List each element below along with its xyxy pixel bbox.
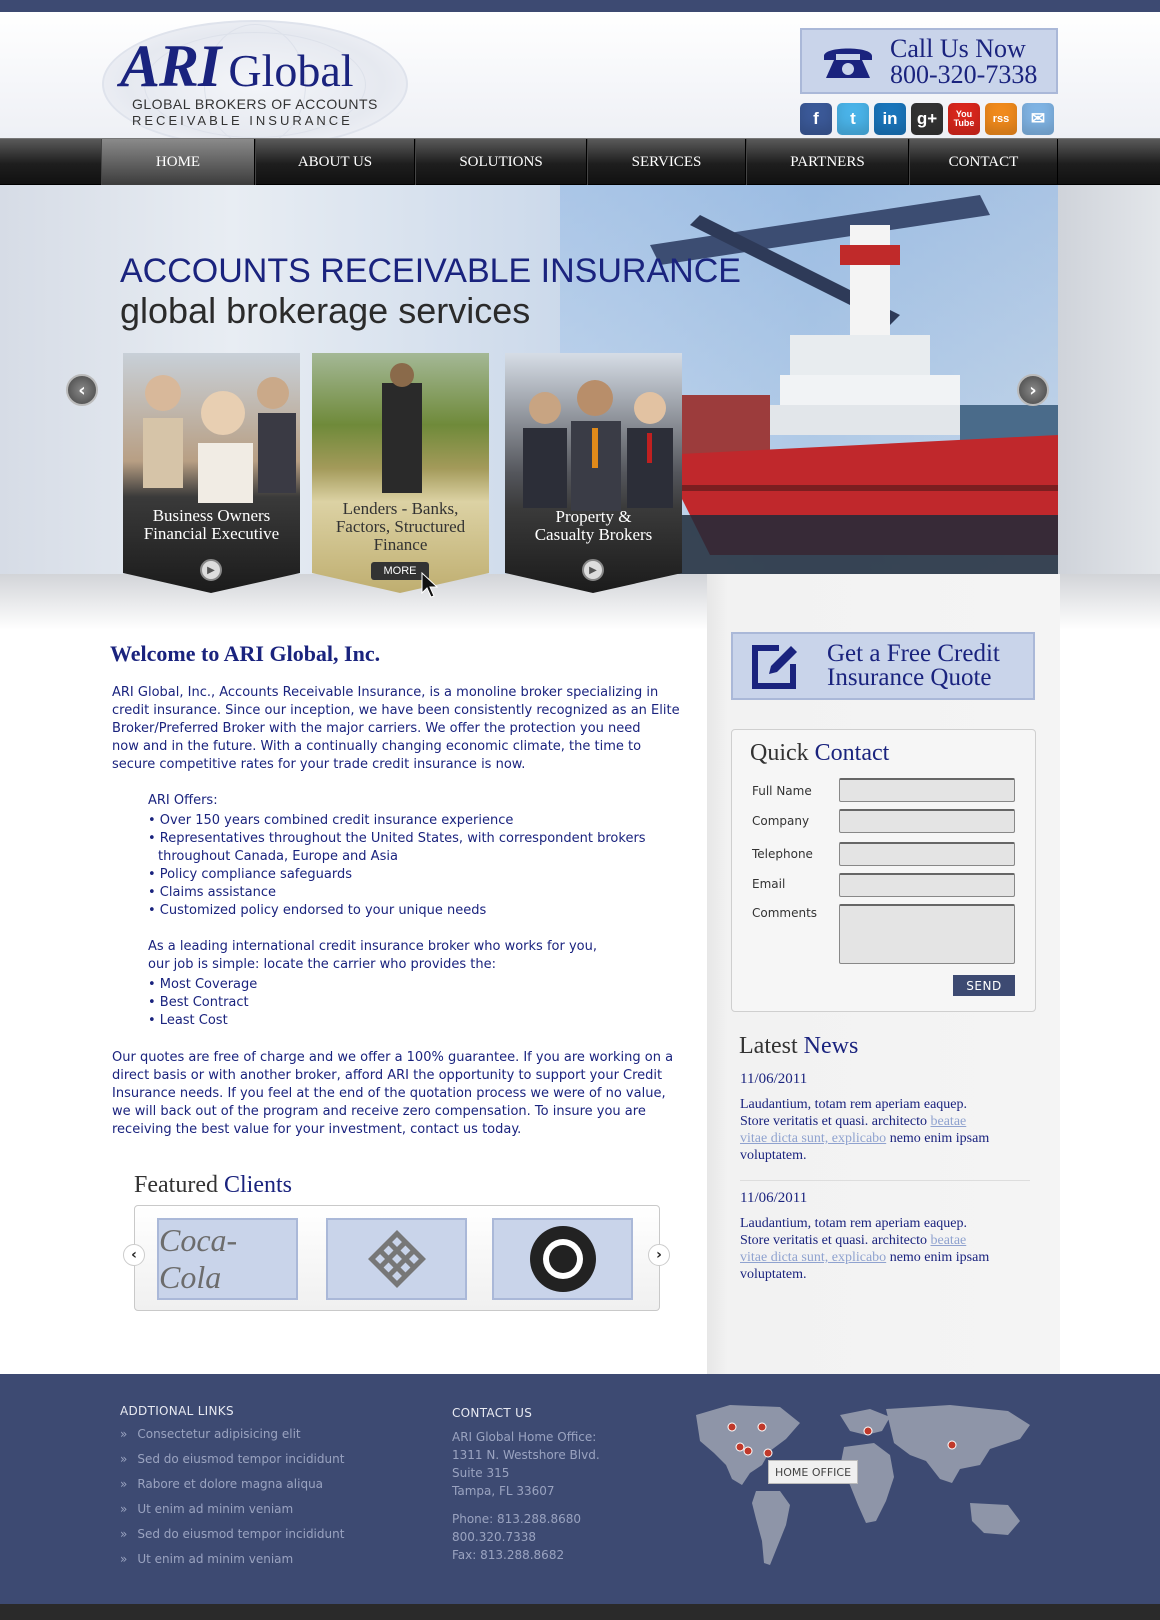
nav-home[interactable]: HOME <box>101 139 255 185</box>
full-name-label: Full Name <box>752 784 812 798</box>
chevron-right-icon: » <box>120 1527 128 1541</box>
list-item: • Best Contract <box>148 995 249 1010</box>
play-icon[interactable]: ▶ <box>582 559 604 581</box>
news-item <box>740 1215 1040 1283</box>
nav-services[interactable]: SERVICES <box>587 139 746 185</box>
comments-field[interactable] <box>839 904 1015 964</box>
closing-line: Insurance needs. If you feel at the end of the quotation process we were of no value, <box>112 1086 666 1101</box>
list-item: • Representatives throughout the United States, with correspondent brokers <box>148 831 646 846</box>
footer-links-title: ADDTIONAL LINKS <box>120 1404 234 1418</box>
news-line-text: Store veritatis et quasi. architecto <box>740 1114 931 1129</box>
news-line <box>740 1113 1040 1130</box>
footer-link-label: Consectetur adipisicing elit <box>137 1427 301 1441</box>
card-title-line1: Business Owners <box>152 506 271 525</box>
footer-link-label: Sed do eiusmod tempor incididunt <box>137 1527 345 1541</box>
company-field[interactable] <box>839 809 1015 833</box>
intro-line: ARI Global, Inc., Accounts Receivable Insurance, is a monoline broker specializing in <box>112 685 659 700</box>
news-link[interactable]: vitae dicta sunt, explicabo <box>740 1250 887 1265</box>
hero-prev-button[interactable] <box>66 374 98 406</box>
phone-line: Phone: 813.288.8680 <box>452 1512 582 1526</box>
leading-line: our job is simple: locate the carrier who provides the: <box>148 957 496 972</box>
logo-tagline-2: RECEIVABLE INSURANCE <box>132 113 353 128</box>
nav-about-us[interactable]: ABOUT US <box>255 139 415 185</box>
quote-line1: Get a Free Credit <box>827 640 1000 667</box>
news-line-text: Store veritatis et quasi. architecto <box>740 1233 931 1248</box>
card-title-line1: Lenders - Banks, <box>342 499 459 518</box>
main-nav <box>0 138 1160 185</box>
fax-line: Fax: 813.288.8682 <box>452 1548 565 1562</box>
footer-contact-title: CONTACT US <box>452 1406 533 1420</box>
intro-line: secure competitive rates for your trade credit insurance is now. <box>112 757 526 772</box>
news-line-text: nemo enim ipsam <box>886 1250 990 1265</box>
footer-bottom-bar <box>0 1604 1160 1620</box>
email-icon[interactable]: ✉ <box>1022 103 1054 135</box>
client-logo-starbucks[interactable] <box>492 1218 633 1300</box>
nav-contact[interactable]: CONTACT <box>909 139 1058 185</box>
send-button[interactable]: SEND <box>953 975 1015 996</box>
more-button[interactable]: MORE <box>371 562 429 580</box>
call-us-label: Call Us Now <box>890 34 1026 63</box>
clients-next-button[interactable] <box>648 1244 670 1266</box>
social-icons <box>800 103 1054 137</box>
hero-subheadline: global brokerage services <box>120 290 531 331</box>
news-line: voluptatem. <box>740 1267 807 1282</box>
full-name-field[interactable] <box>839 778 1015 802</box>
offers-list <box>148 792 668 920</box>
list-item: throughout Canada, Europe and Asia <box>158 849 398 864</box>
hero-next-button[interactable] <box>1017 374 1049 406</box>
qc-title-part2: Contact <box>814 740 890 766</box>
footer-link[interactable] <box>120 1477 323 1491</box>
free-quote-button[interactable] <box>731 632 1035 700</box>
hero-edge <box>1058 185 1160 575</box>
quick-contact-title <box>750 740 889 767</box>
card-title-line2: Financial Executive <box>143 524 280 543</box>
call-us-number: 800-320-7338 <box>890 60 1038 89</box>
news-line-text: nemo enim ipsam <box>886 1131 990 1146</box>
intro-line: Broker/Preferred Broker with the major carriers. We offer the protection you need <box>112 721 641 736</box>
news-link[interactable]: beatae <box>930 1114 967 1129</box>
list-item: • Claims assistance <box>148 885 276 900</box>
chevron-left-icon: ‹ <box>78 379 86 401</box>
nav-partners[interactable]: PARTNERS <box>746 139 909 185</box>
list-item: • Customized policy endorsed to your unique needs <box>148 903 487 918</box>
chevron-right-icon: » <box>120 1452 128 1466</box>
chevron-right-icon: » <box>120 1502 128 1516</box>
card-title-line2: Casualty Brokers <box>534 525 653 544</box>
news-line: Laudantium, totam rem aperiam eaquep. <box>740 1097 968 1112</box>
clients-carousel <box>131 1205 662 1311</box>
googleplus-icon[interactable]: g+ <box>911 103 943 135</box>
intro-line: now and in the future. With a continually changing economic climate, the time to <box>112 739 642 754</box>
logo-global: Global <box>228 45 354 96</box>
call-us-box[interactable] <box>800 28 1058 94</box>
list-item: • Over 150 years combined credit insurance experience <box>148 813 514 828</box>
chevron-right-icon: » <box>120 1552 128 1566</box>
news-title-part2: News <box>803 1033 859 1059</box>
home-office-marker-label: HOME OFFICE <box>768 1460 858 1484</box>
top-bar <box>0 0 1160 12</box>
leading-line: As a leading international credit insurance broker who works for you, <box>148 939 597 954</box>
card-shape <box>505 353 682 593</box>
youtube-icon[interactable]: You Tube <box>948 103 980 135</box>
client-logo-coca-cola[interactable] <box>157 1218 298 1300</box>
chevron-right-icon: » <box>120 1477 128 1491</box>
header <box>0 12 1160 138</box>
leading-text <box>148 938 597 1030</box>
client-logo-knot[interactable] <box>326 1218 467 1300</box>
knot-logo-icon <box>365 1227 429 1291</box>
news-title-part1: Latest <box>739 1033 798 1059</box>
news-line: Laudantium, totam rem aperiam eaquep. <box>740 1216 968 1231</box>
logo-tagline-1: GLOBAL BROKERS OF ACCOUNTS <box>132 96 378 112</box>
news-date: 11/06/2011 <box>740 1071 808 1087</box>
featured-title-part2: Clients <box>223 1172 292 1198</box>
card-shape <box>123 353 300 593</box>
email-label: Email <box>752 877 786 891</box>
chevron-left-icon: ‹ <box>131 1247 137 1263</box>
card-title-line1: Property & <box>555 507 632 526</box>
play-icon[interactable]: ▶ <box>200 559 222 581</box>
news-link[interactable]: beatae <box>930 1233 967 1248</box>
cursor-arrow-icon <box>420 571 440 599</box>
featured-clients-title <box>134 1172 292 1199</box>
clients-prev-button[interactable] <box>123 1244 145 1266</box>
solution-card-lenders[interactable] <box>312 353 489 593</box>
footer-link[interactable] <box>120 1427 301 1441</box>
footer-link-label: Rabore et dolore magna aliqua <box>137 1477 324 1491</box>
rss-icon[interactable]: rss <box>985 103 1017 135</box>
card-title-line2: Factors, Structured <box>335 517 466 536</box>
featured-title-part1: Featured <box>134 1172 218 1198</box>
list-item: • Most Coverage <box>148 977 258 992</box>
phone-icon <box>820 42 876 82</box>
closing-line: we will back out of the program and receive zero compensation. To insure you are <box>112 1104 646 1119</box>
list-item: • Policy compliance safeguards <box>148 867 352 882</box>
news-item <box>740 1096 1040 1164</box>
news-line <box>740 1232 1040 1249</box>
solution-card-business-owners[interactable] <box>123 353 300 593</box>
nav-solutions[interactable]: SOLUTIONS <box>415 139 587 185</box>
footer-link-label: Ut enim ad minim veniam <box>137 1502 294 1516</box>
list-item: • Least Cost <box>148 1013 228 1028</box>
news-line <box>740 1249 1040 1266</box>
address-line: 1311 N. Westshore Blvd. <box>452 1448 600 1462</box>
phone-line: 800.320.7338 <box>452 1530 536 1544</box>
latest-news-title <box>739 1033 858 1060</box>
footer-link-label: Ut enim ad minim veniam <box>137 1552 294 1566</box>
footer-link-label: Sed do eiusmod tempor incididunt <box>137 1452 345 1466</box>
offers-title: ARI Offers: <box>148 793 218 808</box>
solution-card-property-casualty[interactable] <box>505 353 682 593</box>
closing-line: Our quotes are free of charge and we offer a 100% guarantee. If you are working on a <box>112 1050 674 1065</box>
logo-ari: ARI <box>120 33 221 99</box>
news-line <box>740 1130 1040 1147</box>
intro-line: credit insurance. Since our inception, we have been consistently recognized as an Elite <box>112 703 680 718</box>
address-line: Tampa, FL 33607 <box>452 1484 555 1498</box>
starbucks-logo-icon <box>528 1224 598 1294</box>
twitter-icon[interactable]: t <box>837 103 869 135</box>
chevron-right-icon: › <box>656 1247 662 1263</box>
intro-paragraph <box>112 684 680 774</box>
closing-line: direct basis or with another broker, afford ARI the opportunity to support your Credit <box>112 1068 663 1083</box>
chevron-right-icon: » <box>120 1427 128 1441</box>
address-line: Suite 315 <box>452 1466 510 1480</box>
company-label: Company <box>752 814 810 828</box>
facebook-icon[interactable]: f <box>800 103 832 135</box>
qc-title-part1: Quick <box>750 740 809 766</box>
closing-line: receiving the best value for your investment, contact us today. <box>112 1122 522 1137</box>
telephone-label: Telephone <box>752 847 813 861</box>
quote-line2: Insurance Quote <box>827 664 992 691</box>
news-divider <box>740 1180 1030 1181</box>
welcome-title: Welcome to ARI Global, Inc. <box>110 641 381 666</box>
address-line: ARI Global Home Office: <box>452 1430 597 1444</box>
news-link[interactable]: vitae dicta sunt, explicabo <box>740 1131 887 1146</box>
quick-contact-form <box>731 729 1036 1012</box>
hero-headline: ACCOUNTS RECEIVABLE INSURANCE <box>120 252 741 290</box>
card-title-line3: Finance <box>373 535 428 554</box>
coca-cola-logo-text: Coca-Cola <box>159 1222 238 1295</box>
chevron-right-icon: › <box>1029 379 1037 401</box>
card-shape <box>312 353 489 593</box>
footer-link[interactable] <box>120 1527 344 1541</box>
news-line: voluptatem. <box>740 1148 807 1163</box>
closing-paragraph <box>112 1049 673 1139</box>
edit-icon <box>749 642 801 692</box>
logo[interactable] <box>120 32 354 101</box>
footer-link[interactable] <box>120 1452 344 1466</box>
linkedin-icon[interactable]: in <box>874 103 906 135</box>
world-map-image <box>690 1395 1040 1590</box>
telephone-field[interactable] <box>839 842 1015 866</box>
news-date: 11/06/2011 <box>740 1190 808 1206</box>
comments-label: Comments <box>752 906 818 920</box>
footer-link[interactable] <box>120 1502 293 1516</box>
footer-link[interactable] <box>120 1552 293 1566</box>
email-field[interactable] <box>839 873 1015 897</box>
